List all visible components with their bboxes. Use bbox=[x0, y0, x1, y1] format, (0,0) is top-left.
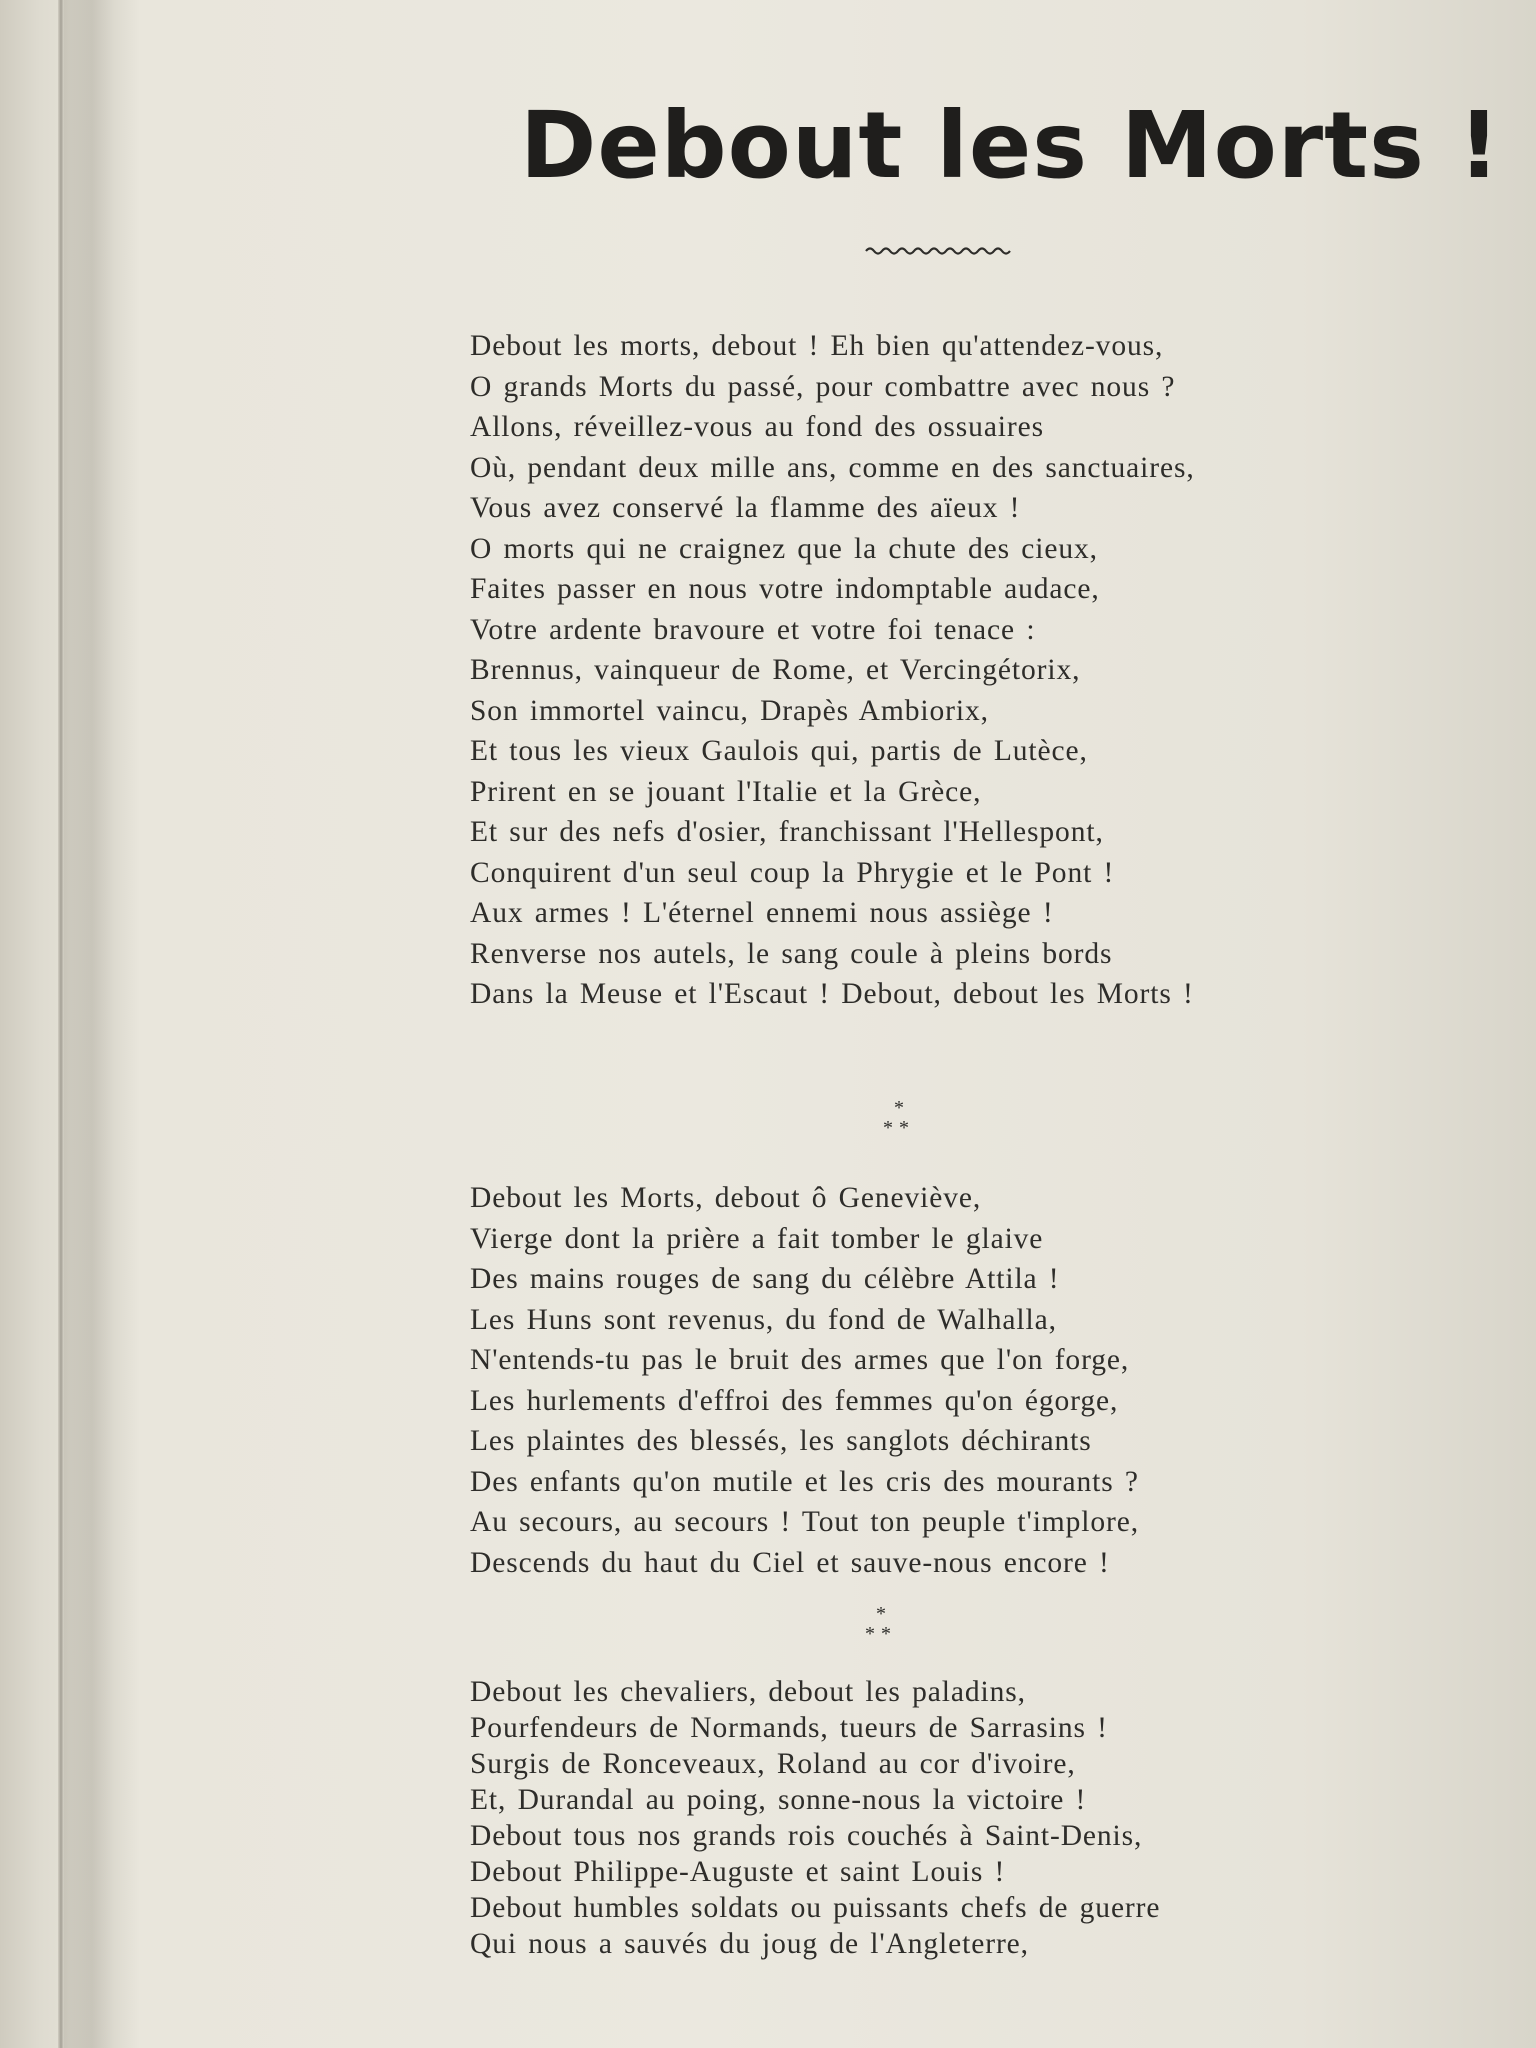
verse-line: Prirent en se jouant l'Italie et la Grèce, bbox=[470, 775, 982, 808]
verse-line: Votre ardente bravoure et votre foi tenace : bbox=[470, 613, 1036, 646]
verse-line: Surgis de Ronceveaux, Roland au cor d'ivoire, bbox=[470, 1748, 1076, 1780]
verse-line: Debout humbles soldats ou puissants chefs de guerre bbox=[470, 1892, 1161, 1924]
verse-line: Et sur des nefs d'osier, franchissant l'Hellespont, bbox=[470, 816, 1104, 848]
poem-title: Debout les Morts ! bbox=[520, 92, 1501, 199]
asterism-bottom: ** bbox=[883, 1117, 915, 1139]
verse-line: Qui nous a sauvés du joug de l'Angleterre, bbox=[470, 1928, 1029, 1960]
verse-line: Où, pendant deux mille ans, comme en des sanctuaires, bbox=[470, 451, 1195, 484]
verse-line: Allons, réveillez-vous au fond des ossuaires bbox=[470, 411, 1045, 443]
stanza-separator bbox=[851, 1604, 911, 1644]
verse-line: Descends du haut du Ciel et sauve-nous encore ! bbox=[470, 1546, 1110, 1579]
stanza-1 bbox=[470, 326, 1430, 1015]
verse-line: Pourfendeurs de Normands, tueurs de Sarrasins ! bbox=[470, 1712, 1108, 1744]
stanza-2 bbox=[470, 1178, 1430, 1583]
verse-line: Et, Durandal au poing, sonne-nous la victoire ! bbox=[470, 1784, 1087, 1816]
gutter-shadow bbox=[64, 0, 114, 2048]
verse-line: Vous avez conservé la flamme des aïeux ! bbox=[470, 492, 1021, 524]
verse-line: O grands Morts du passé, pour combattre avec nous ? bbox=[470, 370, 1176, 403]
verse-line: Conquirent d'un seul coup la Phrygie et le Pont ! bbox=[470, 856, 1115, 889]
asterism-top: * bbox=[894, 1097, 904, 1119]
verse-line: Et tous les vieux Gaulois qui, partis de Lutèce, bbox=[470, 735, 1088, 767]
verse-line: Debout tous nos grands rois couchés à Saint-Denis, bbox=[470, 1820, 1143, 1852]
verse-line: Debout les Morts, debout ô Geneviève, bbox=[470, 1182, 982, 1214]
verse-line: Renverse nos autels, le sang coule à pleins bords bbox=[470, 937, 1113, 970]
asterism-bottom: ** bbox=[865, 1623, 897, 1645]
verse-line: Debout les morts, debout ! Eh bien qu'attendez-vous, bbox=[470, 330, 1164, 362]
verse-line: Dans la Meuse et l'Escaut ! Debout, debout les Morts ! bbox=[470, 978, 1194, 1010]
verse-line: Vierge dont la prière a fait tomber le glaive bbox=[470, 1222, 1044, 1255]
verse-line: N'entends-tu pas le bruit des armes que l'on forge, bbox=[470, 1344, 1130, 1376]
verse-line: Brennus, vainqueur de Rome, et Vercingétorix, bbox=[470, 654, 1081, 686]
verse-line: O morts qui ne craignez que la chute des cieux, bbox=[470, 532, 1098, 565]
verse-line: Son immortel vaincu, Drapès Ambiorix, bbox=[470, 694, 989, 727]
verse-line: Debout Philippe-Auguste et saint Louis ! bbox=[470, 1856, 1006, 1888]
verse-line: Faites passer en nous votre indomptable audace, bbox=[470, 573, 1100, 605]
asterism-top: * bbox=[876, 1603, 886, 1625]
stanza-separator bbox=[869, 1098, 929, 1138]
stanza-3 bbox=[470, 1674, 1430, 1962]
verse-line: Les plaintes des blessés, les sanglots déchirants bbox=[470, 1425, 1092, 1457]
verse-line: Les Huns sont revenus, du fond de Walhalla, bbox=[470, 1303, 1057, 1336]
verse-line: Au secours, au secours ! Tout ton peuple t'implore, bbox=[470, 1506, 1140, 1538]
verse-line: Des enfants qu'on mutile et les cris des mourants ? bbox=[470, 1465, 1139, 1498]
verse-line: Les hurlements d'effroi des femmes qu'on égorge, bbox=[470, 1384, 1119, 1417]
verse-line: Debout les chevaliers, debout les paladins, bbox=[470, 1676, 1026, 1708]
verse-line: Aux armes ! L'éternel ennemi nous assiège ! bbox=[470, 897, 1054, 929]
verse-line: Des mains rouges de sang du célèbre Attila ! bbox=[470, 1263, 1060, 1295]
title-flourish bbox=[864, 244, 1014, 256]
